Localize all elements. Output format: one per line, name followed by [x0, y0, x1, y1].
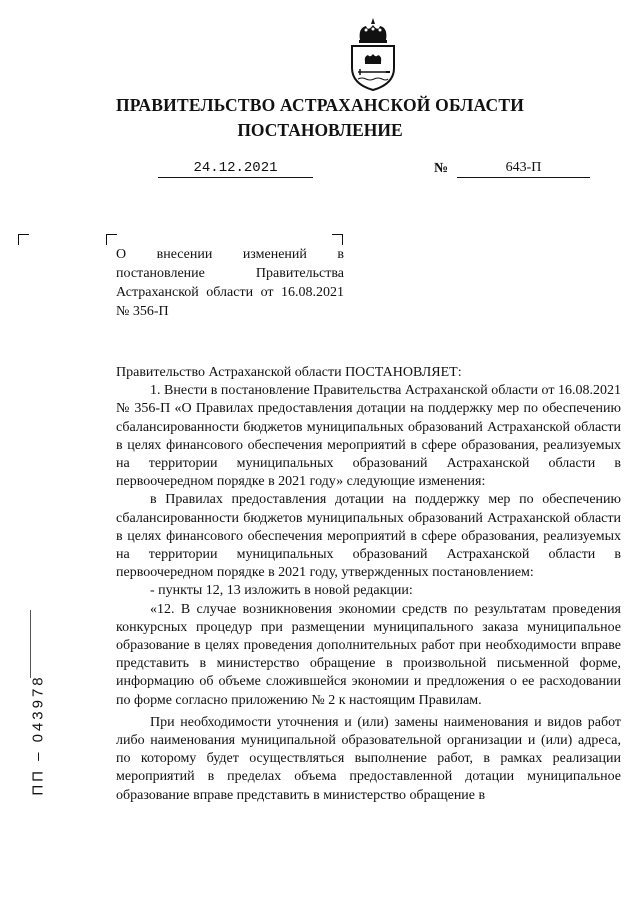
coat-of-arms-emblem: [348, 16, 398, 92]
document-body: [116, 364, 621, 805]
paragraph-2: в Правилах предоставления дотации на поддержку мер по обеспечению сбалансированности бюджетов муниципальных образований Астраханской области в целях финансового обеспечения мероприятий в сфере образования, реализуемых на территории муниципальных образований Астраханской области в первоочередном порядке в 2021 году, утвержденных постановлением:: [116, 492, 621, 581]
document-subject: О внесении изменений в постановление Правительства Астраханской области от 16.08.2021 № 356-П: [116, 247, 344, 319]
document-number: 643-П: [457, 160, 590, 178]
corner-mark-subject-right: [332, 234, 343, 245]
corner-mark-subject-left: [106, 234, 117, 245]
paragraph-4: «12. В случае возникновения экономии средств по результатам проведения конкурсных процедур при размещении муниципального заказа муниципальное образование в целях проведения дополнительных работ при необходимости вправе представить в министерство обращение в произвольной письменной форме, информацию об объеме сложившейся экономии и предложения о ее расходовании по форме согласно приложению № 2 к настоящим Правилам.: [116, 601, 621, 708]
document-type: ПОСТАНОВЛЕНИЕ: [237, 120, 403, 140]
number-sign: №: [434, 161, 449, 176]
side-serial-code: ПП – 043978: [29, 674, 47, 796]
paragraph-item-1: 1. Внести в постановление Правительства Астраханской области от 16.08.2021 № 356-П «О Правилах предоставления дотации на поддержку мер по обеспечению сбалансированности бюджетов муниципальных образований Астраханской области в целях финансового обеспечения мероприятий в сфере образования, реализуемых на территории муниципальных образований Астраханской области в первоочередном порядке в 2021 году» следующие изменения:: [116, 383, 621, 490]
organization-title: ПРАВИТЕЛЬСТВО АСТРАХАНСКОЙ ОБЛАСТИ: [115, 95, 525, 115]
side-line: [30, 610, 31, 678]
paragraph-3: - пункты 12, 13 изложить в новой редакции:: [150, 583, 413, 599]
corner-mark-left: [18, 234, 29, 245]
preamble: Правительство Астраханской области ПОСТАНОВЛЯЕТ:: [116, 365, 462, 380]
document-date: 24.12.2021: [158, 160, 313, 178]
paragraph-5: При необходимости уточнения и (или) замены наименования и видов работ либо наименования муниципальной образовательной организации и (или) адреса, по которому будет осуществляться выполнение работ, в рамках реализации мероприятий в пределах объема предоставленной дотации муниципальное образование вправе представить в министерство обращение в: [116, 714, 621, 803]
